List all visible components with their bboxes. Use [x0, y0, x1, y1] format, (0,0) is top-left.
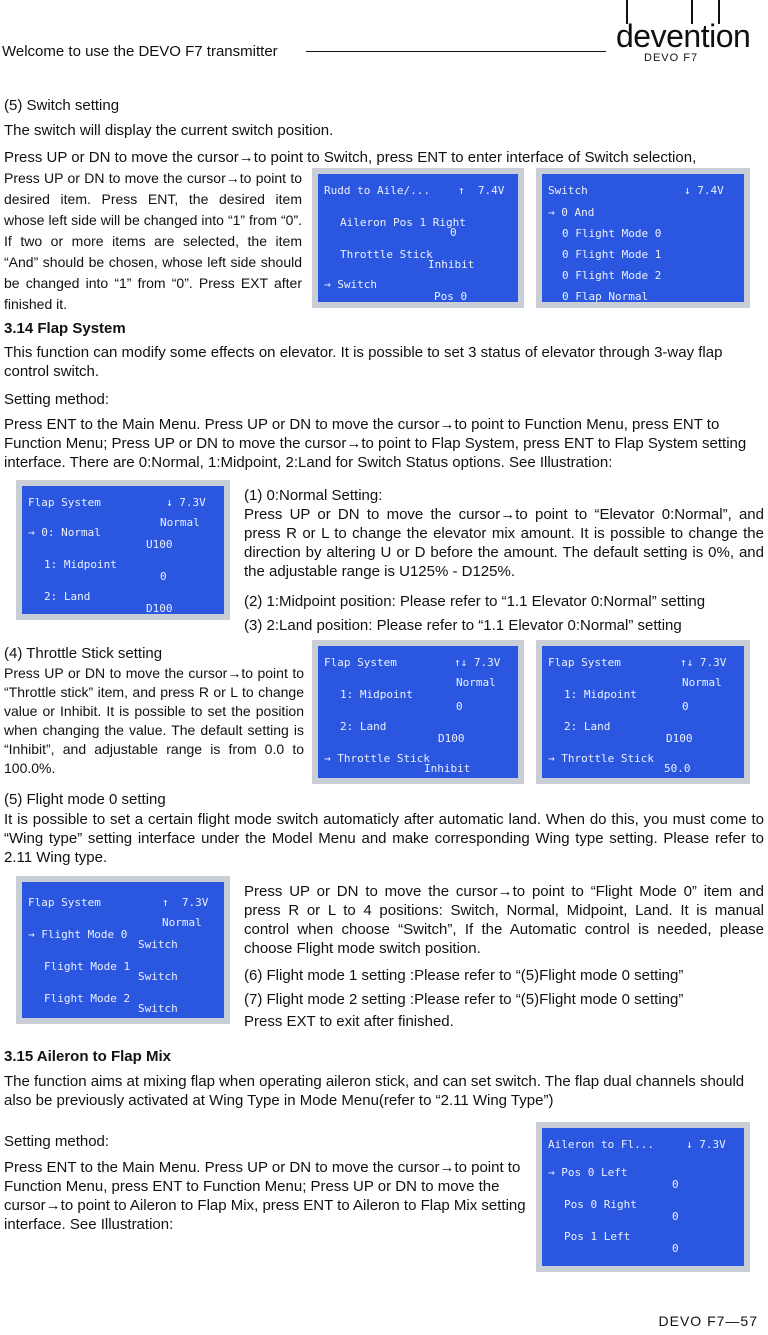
paragraph: (3) 2:Land position: Please refer to “1.1 Elevator 0:Normal” setting [244, 617, 682, 634]
screen-status: ↑ 7.4V [458, 184, 505, 197]
screen-value: 0 [456, 700, 463, 713]
paragraph: (5) Flight mode 0 setting [4, 791, 166, 808]
lcd-screen-rudd-to-aile [312, 168, 524, 308]
header-rule [306, 51, 606, 52]
screen-title: Switch [548, 184, 588, 197]
paragraph: Setting method: [4, 1133, 110, 1150]
screen-value: Switch [138, 970, 178, 983]
brand-logo [606, 0, 766, 64]
screen-line: → Flight Mode 0 [28, 928, 128, 941]
screen-value: D100 [666, 732, 693, 745]
screen-line: → Switch [324, 278, 377, 291]
paragraph: (4) Throttle Stick setting [4, 645, 163, 662]
screen-value: Pos 0 [434, 290, 468, 303]
screen-value: Normal [160, 516, 200, 529]
screen-title: Rudd to Aile/... [324, 184, 430, 197]
screen-value: 0 [450, 226, 457, 239]
logo-word: devention [616, 18, 751, 54]
screen-line: 2: Land [44, 590, 91, 603]
screen-value: 0 [672, 1178, 679, 1191]
screen-status: ↑↓ 7.3V [454, 656, 501, 669]
paragraph: The switch will display the current switch position. [4, 122, 334, 139]
screen-value: D100 [438, 732, 465, 745]
screen-value: Normal [456, 676, 496, 689]
screen-value: 0 [672, 1242, 679, 1255]
paragraph: Press UP or DN to move the cursor→to point to desired item. Press ENT, the desired item whose left side will be changed into “1” from “0”. If two or more items are selected, the item “And” should be chosen, whose left side should be changed into “1” from “0”. Press EXT after finished it. [4, 170, 302, 312]
screen-status: ↑↓ 7.3V [680, 656, 727, 669]
screen-value: U100 [146, 538, 173, 551]
paragraph: (6) Flight mode 1 setting :Please refer to “(5)Flight mode 0 setting” [244, 967, 684, 984]
lcd-screen-switch [536, 168, 750, 308]
paragraph: Press EXT to exit after finished. [244, 1013, 454, 1030]
screen-title: Flap System [28, 896, 101, 909]
screen-line: 1: Midpoint [340, 688, 413, 701]
screen-line: Pos 1 Left [564, 1230, 631, 1243]
lcd-screen-aileron-to-flap [536, 1122, 750, 1272]
paragraph: Press UP or DN to move the cursor→to point to “Elevator 0:Normal”, and press R or L to change the elevator mix amount. It is possible to change the direction by altering U or D before the amount. The default setting is 0%, and the adjustable range is U125% - D125%. [244, 506, 764, 580]
screen-title: Flap System [548, 656, 621, 669]
paragraph: This function can modify some effects on elevator. It is possible to set 3 status of elevator through 3-way flap control switch. [4, 344, 723, 380]
screen-line: → 0 And [548, 206, 595, 219]
screen-value: D100 [146, 602, 173, 615]
screen-status: ↓ 7.4V [684, 184, 724, 197]
screen-line: 2: Land [340, 720, 387, 733]
screen-line: 0 Flight Mode 1 [562, 248, 662, 261]
screen-value: 0 [672, 1210, 679, 1223]
screen-line: 0 Flight Mode 2 [562, 269, 662, 282]
logo-subtitle: DEVO F7 [644, 52, 699, 64]
header-title: Welcome to use the DEVO F7 transmitter [2, 43, 278, 60]
screen-line: 2: Land [564, 720, 611, 733]
screen-line: 1: Midpoint [564, 688, 637, 701]
paragraph: It is possible to set a certain flight mode switch automaticly after automatic land. When do this, you must come to “Wing type” setting interface under the Model Menu and make corresponding Wing type setting. Please refer to 2.11 Wing type. [4, 811, 764, 866]
screen-value: Normal [682, 676, 722, 689]
screen-title: Aileron to Fl... [548, 1138, 654, 1151]
section-heading-flap-system: 3.14 Flap System [4, 320, 126, 337]
screen-line: 1: Midpoint [44, 558, 117, 571]
screen-line: Aileron Pos 1 Right [340, 216, 466, 229]
screen-value: 0 [682, 700, 689, 713]
paragraph: The function aims at mixing flap when operating aileron stick, and can set switch. The flap dual channels should also be previously activated at Wing Type in Mode Menu(refer to “2.11 Wing Type”) [4, 1073, 745, 1109]
screen-title: Flap System [28, 496, 101, 509]
screen-line: → Pos 0 Left [548, 1166, 628, 1179]
screen-value: Normal [162, 916, 202, 929]
screen-status: ↓ 7.3V [166, 496, 206, 509]
paragraph: Press ENT to the Main Menu. Press UP or DN to move the cursor→to point to Function Menu, press ENT to Function Menu; Press UP or DN to move the cursor→to point to Aileron to Flap Mix, press ENT to Aileron to Flap Mix setting interface. See Illustration: [4, 1159, 526, 1233]
paragraph: Press UP or DN to move the cursor→to point to “Throttle stick” item, and press R or L to change value or Inhibit. It is possible to set the position when changing the value. The default setting is “Inhibit”, and adjustable range is from 0.0 to 100.0%. [4, 665, 304, 776]
lcd-screen-flight-modes [16, 876, 230, 1024]
screen-value: Inhibit [424, 762, 471, 775]
paragraph: Press ENT to the Main Menu. Press UP or DN to move the cursor→to point to Function Menu, press ENT to Function Menu; Press UP or DN to move the cursor→to point to Flap System, press ENT to Flap System setting interface. There are 0:Normal, 1:Midpoint, 2:Land for Switch Status options. See Illustration: [4, 416, 747, 471]
lcd-screen-flap-normal [16, 480, 230, 620]
paragraph: (7) Flight mode 2 setting :Please refer to “(5)Flight mode 0 setting” [244, 991, 684, 1008]
page-footer: DEVO F7—57 [658, 1313, 758, 1329]
screen-title: Flap System [324, 656, 397, 669]
paragraph: Press UP or DN to move the cursor→to point to “Flight Mode 0” item and press R or L to 4 positions: Switch, Normal, Midpoint, Land. It is manual control when choose “Switch”, If the Automatic control is needed, please choose Flight mode switch position. [244, 883, 764, 957]
screen-line: → Throttle Stick [324, 752, 430, 765]
screen-value: Switch [138, 1002, 178, 1015]
screen-value: 50.0 [664, 762, 691, 775]
screen-line: → 0: Normal [28, 526, 101, 539]
section-heading-aileron-to-flap-mix: 3.15 Aileron to Flap Mix [4, 1048, 171, 1065]
paragraph: Setting method: [4, 391, 110, 408]
lcd-screen-throttle-50 [536, 640, 750, 784]
paragraph: (1) 0:Normal Setting: [244, 487, 383, 504]
paragraph: Press UP or DN to move the cursor→to point to Switch, press ENT to enter interface of Switch selection, [4, 149, 697, 166]
screen-line: Throttle Stick [340, 248, 433, 261]
screen-line: 0 Flap Normal [562, 290, 649, 303]
switch-setting-heading: (5) Switch setting [4, 97, 120, 114]
screen-line: Flight Mode 1 [44, 960, 131, 973]
screen-value: Inhibit [428, 258, 475, 271]
lcd-screen-throttle-inhibit [312, 640, 524, 784]
screen-value: Switch [138, 938, 178, 951]
screen-line: Pos 0 Right [564, 1198, 637, 1211]
screen-line: 0 Flight Mode 0 [562, 227, 662, 240]
screen-value: 0 [160, 570, 167, 583]
screen-line: → Throttle Stick [548, 752, 654, 765]
screen-status: ↓ 7.3V [686, 1138, 726, 1151]
screen-line: Flight Mode 2 [44, 992, 131, 1005]
screen-status: ↑ 7.3V [162, 896, 209, 909]
paragraph: (2) 1:Midpoint position: Please refer to “1.1 Elevator 0:Normal” setting [244, 593, 706, 610]
